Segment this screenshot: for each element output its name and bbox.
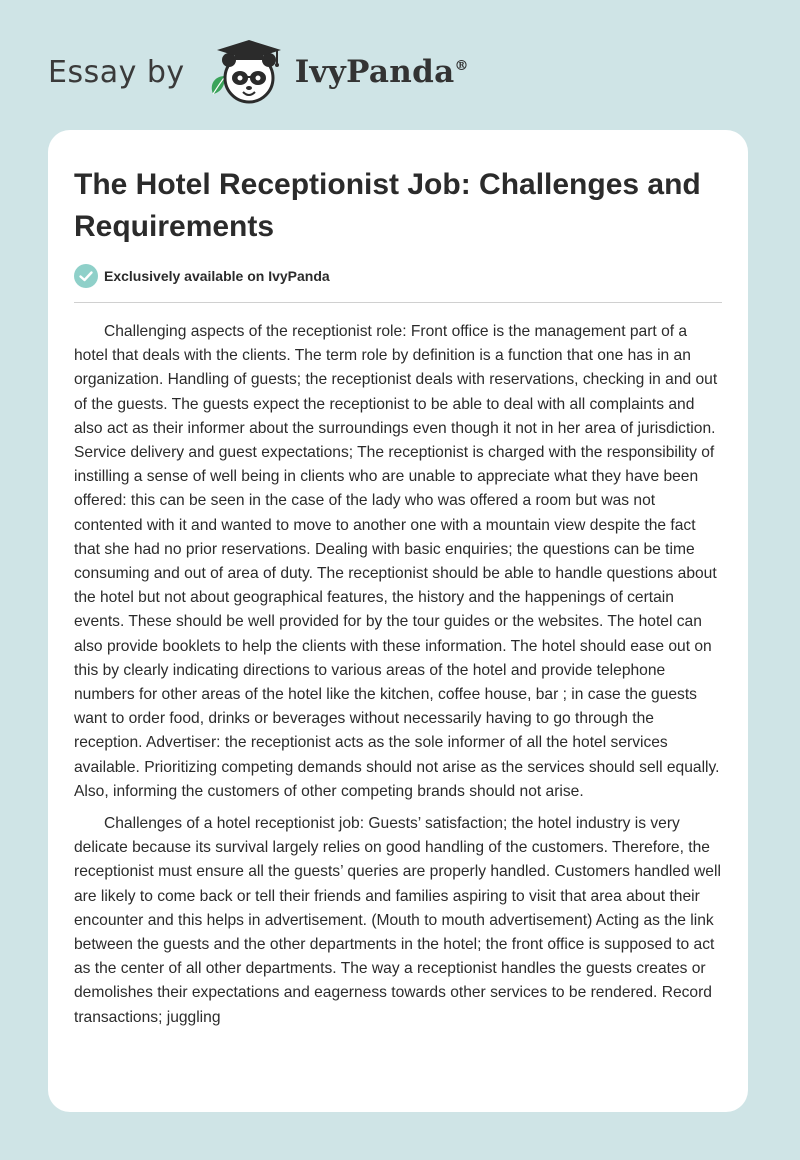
site-header <box>48 36 508 108</box>
check-circle-icon <box>74 264 98 288</box>
panda-graduate-icon[interactable] <box>203 36 287 108</box>
brand-name[interactable] <box>295 54 469 90</box>
essay-card <box>48 130 748 1112</box>
exclusive-label: Exclusively available on IvyPanda <box>104 268 330 284</box>
divider <box>74 302 722 303</box>
essay-by-label: Essay by <box>48 54 185 90</box>
essay-body <box>74 320 724 1038</box>
paragraph: Challenging aspects of the receptionist role: Front office is the management part of a hotel that deals with the clients. The term role by definition is a function that one has in an organization. Handling of guests; the receptionist deals with reservations, checking in and out of the guests. The guests expect the receptionist to be able to deal with all complaints and also act as their informer about the surroundings even though it not in her area of jurisdiction. Service delivery and guest expectations; The receptionist is charged with the responsibility of instilling a sense of well being in clients who are unable to appreciate what they have been offered: this can be seen in the case of the lady who was offered a room but was not contented with it and wanted to move to another one with a mountain view despite the fact that she had no prior reservations. Dealing with basic enquiries; the questions can be time consuming and out of area of duty. The receptionist should be able to handle questions about the hotel but not about geographical features, the history and the happenings of certain events. These should be well provided for by the tour guides or the websites. The hotel can also provide booklets to help the clients with these information. The hotel should ease out on this by clearly indicating directions to various areas of the hotel and provide telephone numbers for other areas of the hotel like the kitchen, coffee house, bar ; in case the guests want to order food, drinks or beverages without necessarily having to go through the reception. Advertiser: the receptionist acts as the sole informer of all the hotel services available. Prioritizing competing demands should not arise as the services should sell equally. Also, informing the customers of other competing brands should not arise. <box>74 323 720 800</box>
brand-label: IvyPanda <box>294 54 455 90</box>
exclusive-badge <box>74 264 330 288</box>
paragraph: Challenges of a hotel receptionist job: Guests’ satisfaction; the hotel industry is very delicate because its survival largely relies on good handling of the customers. Therefore, the receptionist must ensure all the guests’ queries are properly handled. Customers handled well are likely to come back or tell their friends and families aspiring to visit that area about their encounter and this helps in advertisement. (Mouth to mouth advertisement) Acting as the link between the guests and the other departments in the hotel; the front office is supposed to act as the center of all other departments. The way a receptionist handles the guests creates or demolishes their expectations and eagerness towards other services to be rendered. Record transactions; juggling <box>74 815 721 1026</box>
registered-mark: ® <box>454 58 469 74</box>
page-title: The Hotel Receptionist Job: Challenges and Requirements <box>74 168 701 243</box>
